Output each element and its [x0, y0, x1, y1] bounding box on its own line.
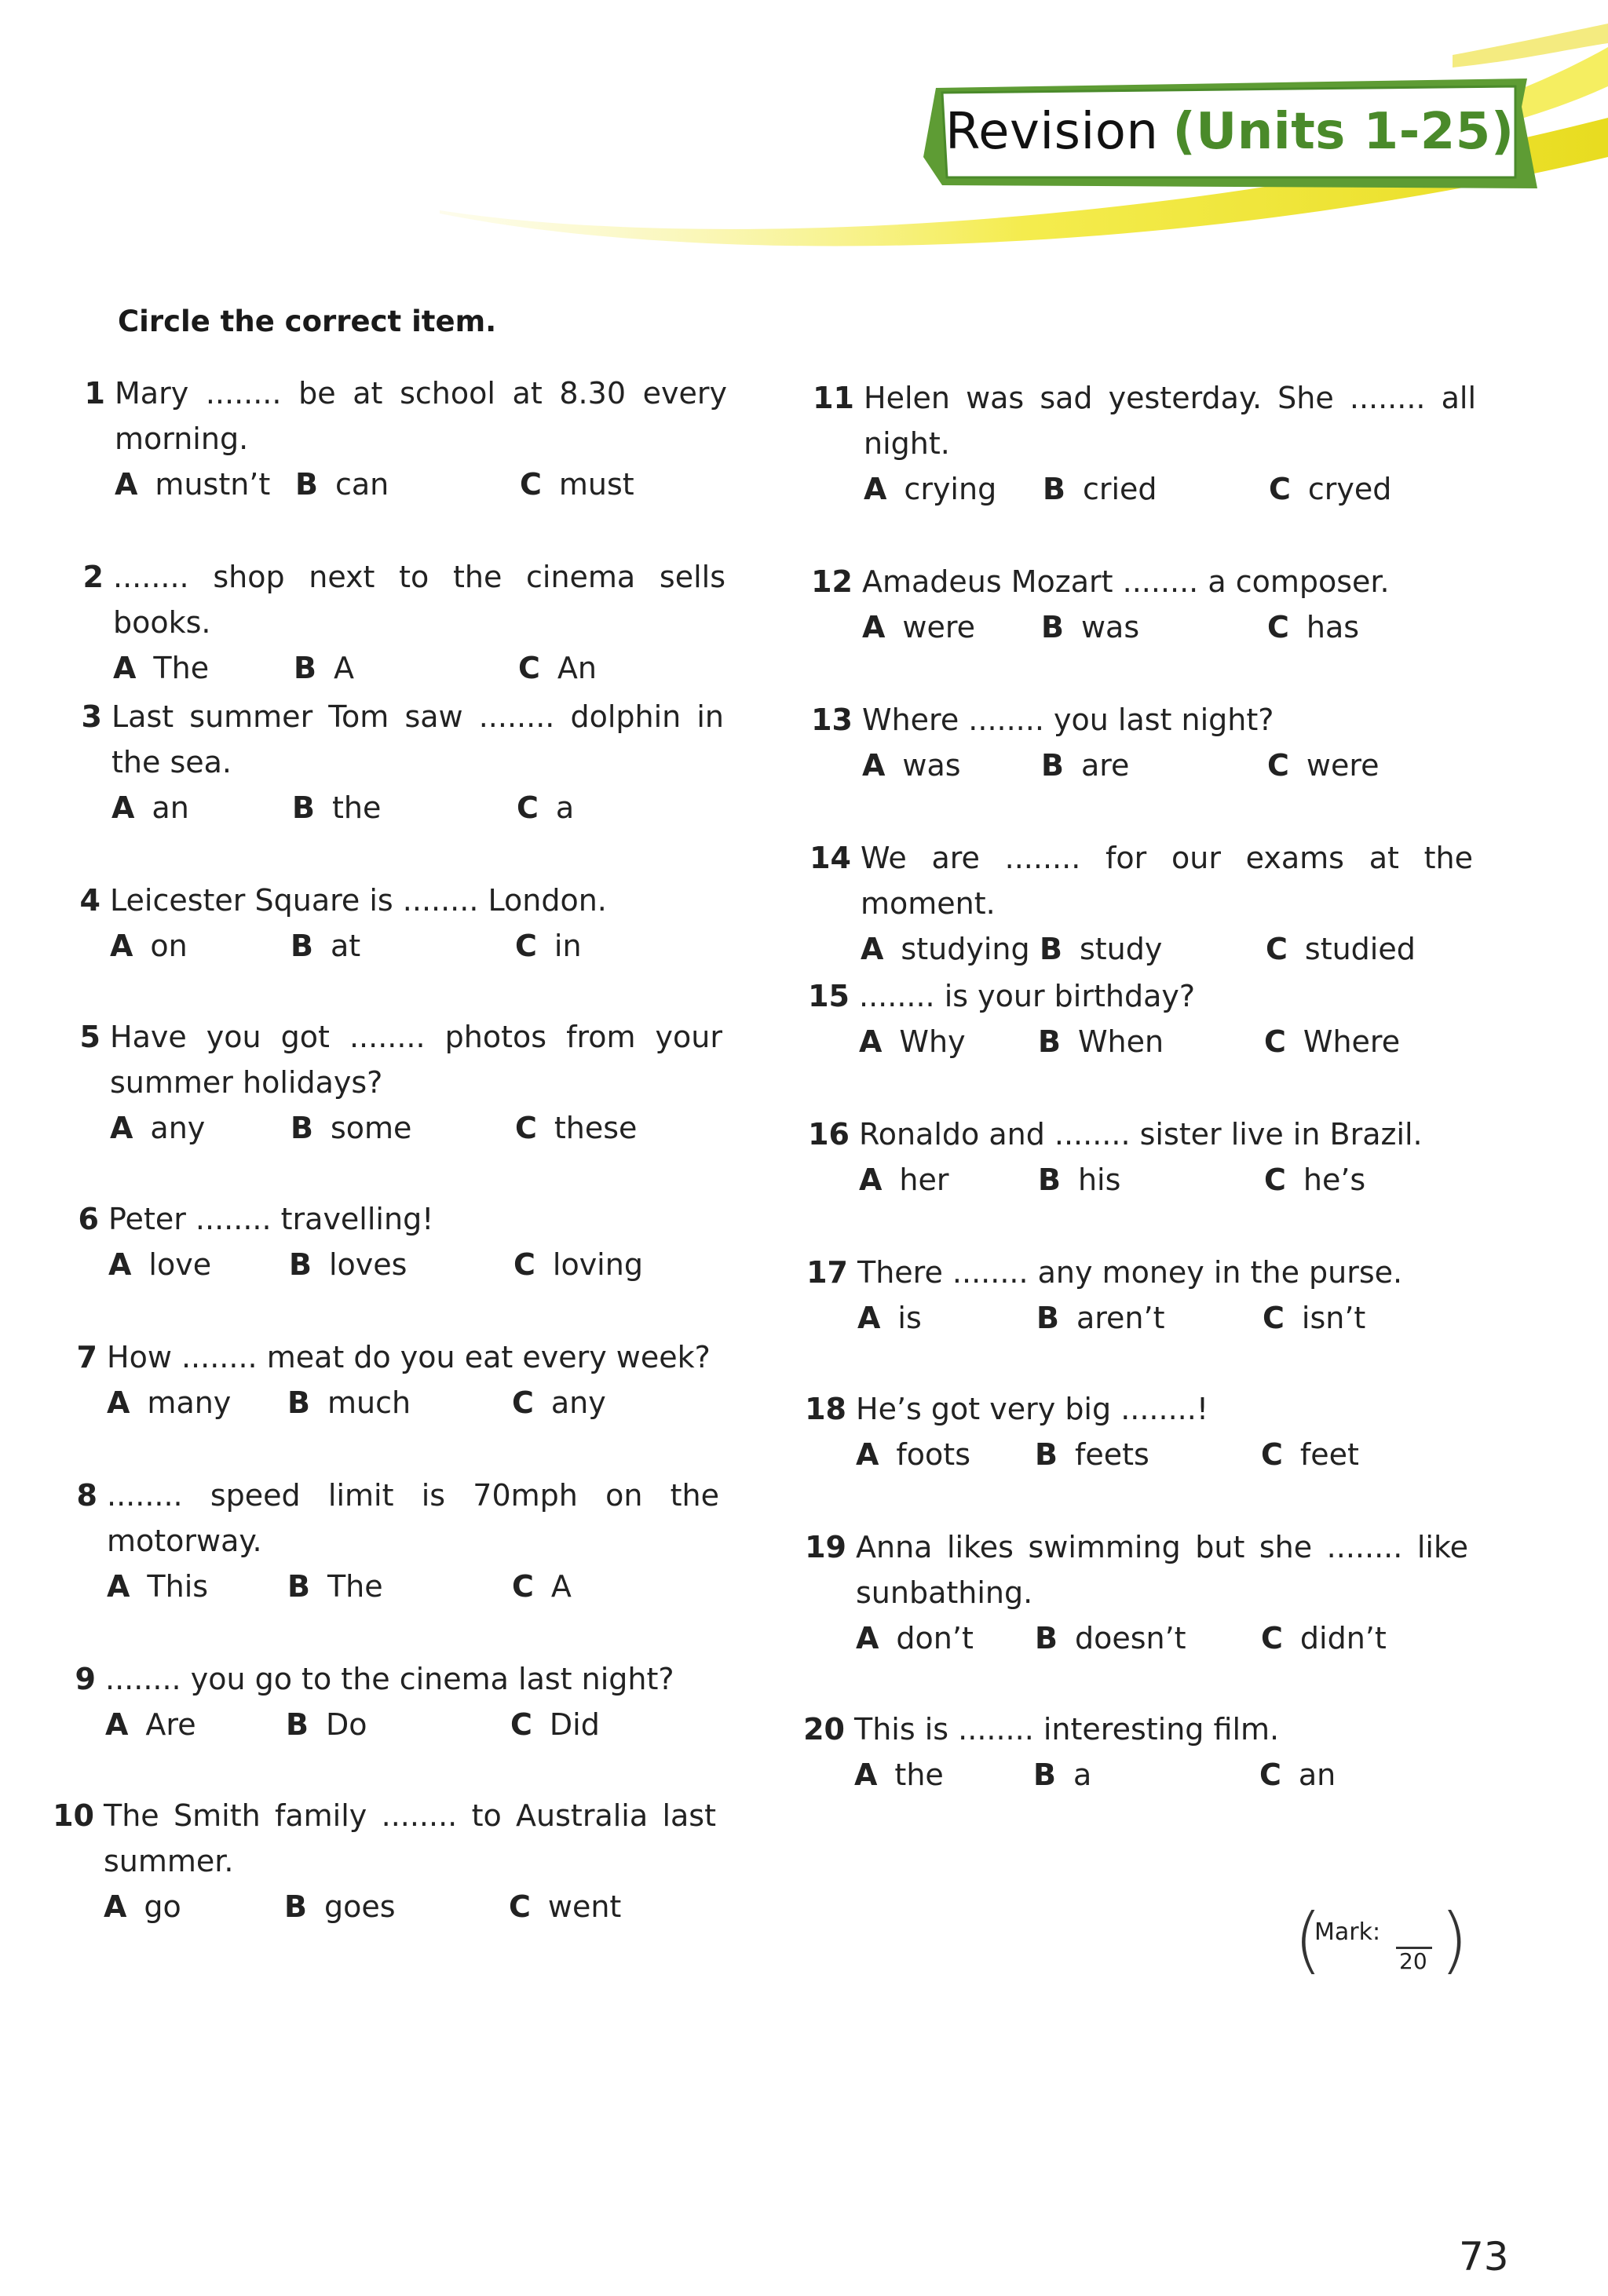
- option-text: was: [1080, 610, 1140, 644]
- option-text: the: [894, 1758, 944, 1792]
- answer-options: [110, 923, 801, 970]
- option-text: must: [558, 467, 634, 502]
- option-letter: A: [115, 467, 138, 502]
- question-number: 8: [76, 1478, 97, 1513]
- option-text: Why: [899, 1024, 966, 1059]
- question-stem: Have you got ........ photos from your summer holidays?: [110, 1020, 722, 1100]
- option-text: the: [331, 790, 382, 825]
- option-a[interactable]: [856, 1432, 970, 1477]
- option-text: Do: [325, 1707, 367, 1742]
- option-letter: B: [1040, 932, 1062, 966]
- mark-label: Mark:: [1314, 1918, 1381, 1946]
- option-letter: A: [862, 610, 886, 644]
- answer-options: [859, 1157, 1550, 1204]
- option-text: mustn’t: [155, 467, 271, 502]
- answer-options: [862, 604, 1553, 652]
- question-stem: How ........ meat do you eat every week?: [107, 1340, 711, 1374]
- option-text: loves: [328, 1247, 407, 1282]
- option-text: in: [554, 929, 582, 963]
- option-letter: C: [1261, 1437, 1283, 1472]
- option-b[interactable]: [1041, 743, 1129, 788]
- option-text: any: [150, 1111, 206, 1145]
- option-text: some: [330, 1111, 412, 1145]
- option-c[interactable]: [1266, 926, 1416, 972]
- option-a[interactable]: [111, 785, 189, 830]
- option-letter: B: [287, 1569, 310, 1604]
- option-c[interactable]: [515, 1105, 637, 1151]
- option-text: any: [550, 1385, 606, 1420]
- title-main: Revision: [945, 103, 1159, 161]
- option-text: Are: [145, 1707, 196, 1742]
- option-text: are: [1080, 748, 1130, 783]
- answer-options: [110, 1105, 801, 1152]
- mark-total: 20: [1399, 1948, 1427, 1974]
- question-stem: This is ........ interesting film.: [854, 1712, 1280, 1747]
- question-9: [75, 1656, 796, 1749]
- option-text: feet: [1299, 1437, 1359, 1472]
- question-20: [803, 1706, 1545, 1799]
- question-number: 4: [79, 883, 100, 918]
- question-stem: ........ you go to the cinema last night?: [105, 1662, 674, 1696]
- option-c[interactable]: [512, 1564, 572, 1609]
- option-letter: C: [1267, 610, 1289, 644]
- question-6: [78, 1196, 799, 1289]
- option-b[interactable]: [1040, 926, 1162, 972]
- question-number: 16: [808, 1117, 850, 1152]
- option-letter: B: [289, 1247, 312, 1282]
- option-letter: A: [111, 790, 135, 825]
- option-letter: C: [1267, 748, 1289, 783]
- question-number: 7: [76, 1340, 97, 1374]
- answer-options: [861, 926, 1551, 973]
- option-letter: A: [107, 1385, 130, 1420]
- option-letter: A: [861, 932, 884, 966]
- option-letter: C: [515, 929, 537, 963]
- option-text: feets: [1074, 1437, 1149, 1472]
- option-text: aren’t: [1076, 1301, 1165, 1335]
- option-letter: A: [857, 1301, 881, 1335]
- question-stem: Anna likes swimming but she ........ like sunbathing.: [856, 1530, 1468, 1610]
- option-a[interactable]: [862, 743, 961, 788]
- option-letter: A: [859, 1163, 883, 1197]
- option-text: A: [550, 1569, 572, 1604]
- question-number: 14: [809, 841, 851, 875]
- answer-options: [105, 1702, 796, 1749]
- option-letter: C: [515, 1111, 537, 1145]
- option-letter: B: [287, 1385, 310, 1420]
- option-letter: C: [513, 1247, 535, 1282]
- question-number: 9: [75, 1662, 96, 1696]
- option-b[interactable]: [294, 645, 354, 691]
- answer-options: [864, 466, 1555, 513]
- option-text: The: [153, 651, 210, 685]
- option-c[interactable]: [1261, 1615, 1387, 1661]
- option-letter: B: [292, 790, 315, 825]
- question-number: 5: [79, 1020, 100, 1054]
- option-letter: B: [1035, 1437, 1058, 1472]
- option-text: went: [547, 1889, 622, 1924]
- option-text: crying: [904, 472, 997, 506]
- option-letter: C: [1264, 1024, 1286, 1059]
- answer-options: [104, 1884, 795, 1931]
- option-b[interactable]: [295, 462, 389, 507]
- option-a[interactable]: [115, 462, 270, 507]
- option-text: foots: [896, 1437, 970, 1472]
- question-stem: Helen was sad yesterday. She ........ all night.: [864, 381, 1476, 461]
- option-text: cryed: [1307, 472, 1392, 506]
- option-c[interactable]: [515, 923, 582, 969]
- option-a[interactable]: [856, 1615, 974, 1661]
- option-letter: A: [107, 1569, 130, 1604]
- question-stem: He’s got very big ........!: [856, 1392, 1209, 1426]
- option-text: was: [902, 748, 961, 783]
- option-letter: B: [284, 1889, 307, 1924]
- question-2: [82, 554, 804, 692]
- question-19: [805, 1524, 1547, 1663]
- question-stem: ........ shop next to the cinema sells books.: [113, 560, 725, 640]
- question-8: [76, 1473, 798, 1611]
- question-stem: We are ........ for our exams at the moment.: [861, 841, 1473, 921]
- option-letter: A: [110, 1111, 133, 1145]
- option-c[interactable]: [1267, 604, 1359, 650]
- question-16: [808, 1111, 1550, 1204]
- option-letter: C: [510, 1707, 532, 1742]
- option-text: much: [327, 1385, 411, 1420]
- option-letter: B: [1041, 748, 1064, 783]
- option-letter: C: [1259, 1758, 1281, 1792]
- mark-box: [1294, 1898, 1468, 1983]
- question-number: 11: [813, 381, 854, 415]
- option-text: doesn’t: [1074, 1621, 1186, 1655]
- option-letter: A: [856, 1621, 879, 1655]
- option-text: The: [327, 1569, 383, 1604]
- option-letter: B: [1035, 1621, 1058, 1655]
- option-text: were: [1306, 748, 1380, 783]
- option-a[interactable]: [107, 1564, 208, 1609]
- option-letter: B: [1038, 1024, 1061, 1059]
- question-number: 18: [805, 1392, 846, 1426]
- option-letter: A: [854, 1758, 878, 1792]
- question-stem: Last summer Tom saw ........ dolphin in the sea.: [111, 699, 724, 779]
- option-c[interactable]: [1263, 1295, 1365, 1341]
- option-letter: C: [518, 651, 540, 685]
- exercise-instruction: Circle the correct item.: [118, 305, 497, 338]
- option-letter: A: [859, 1024, 883, 1059]
- option-a[interactable]: [108, 1242, 211, 1287]
- question-10: [53, 1793, 795, 1931]
- question-3: [81, 694, 802, 832]
- option-letter: C: [509, 1889, 531, 1924]
- option-letter: A: [108, 1247, 132, 1282]
- option-c[interactable]: [1259, 1752, 1336, 1798]
- left-paren-icon: (: [1294, 1898, 1322, 1982]
- question-stem: Mary ........ be at school at 8.30 every morning.: [115, 376, 727, 456]
- option-text: a: [555, 790, 575, 825]
- option-a[interactable]: [859, 1019, 966, 1064]
- option-a[interactable]: [104, 1884, 181, 1929]
- option-b[interactable]: [1041, 604, 1139, 650]
- option-b[interactable]: [291, 923, 360, 969]
- option-a[interactable]: [861, 926, 1030, 972]
- option-text: his: [1077, 1163, 1121, 1197]
- option-text: he’s: [1303, 1163, 1366, 1197]
- option-letter: C: [517, 790, 539, 825]
- option-letter: A: [105, 1707, 129, 1742]
- question-15: [808, 973, 1550, 1066]
- option-c[interactable]: [1264, 1157, 1365, 1203]
- page-number: 73: [1459, 2234, 1509, 2280]
- answer-options: [862, 743, 1553, 790]
- question-stem: Leicester Square is ........ London.: [110, 883, 607, 918]
- option-letter: C: [1263, 1301, 1285, 1335]
- option-c[interactable]: [520, 462, 634, 507]
- option-text: goes: [323, 1889, 396, 1924]
- option-c[interactable]: [513, 1242, 643, 1287]
- question-stem: ........ speed limit is 70mph on the motorway.: [107, 1478, 719, 1558]
- option-c[interactable]: [517, 785, 574, 830]
- title-subtitle: (Units 1-25): [1172, 103, 1515, 161]
- question-7: [76, 1334, 798, 1427]
- question-number: 15: [808, 979, 850, 1013]
- option-b[interactable]: [286, 1702, 367, 1747]
- option-c[interactable]: [509, 1884, 621, 1929]
- option-text: loving: [552, 1247, 643, 1282]
- answer-options: [108, 1242, 799, 1289]
- option-b[interactable]: [1036, 1295, 1164, 1341]
- answer-options: [856, 1615, 1547, 1663]
- answer-options: [854, 1752, 1545, 1799]
- option-letter: B: [294, 651, 316, 685]
- question-18: [805, 1386, 1547, 1479]
- option-b[interactable]: [291, 1105, 411, 1151]
- option-text: an: [1298, 1758, 1336, 1792]
- option-a[interactable]: [859, 1157, 949, 1203]
- option-letter: A: [856, 1437, 879, 1472]
- question-4: [79, 878, 801, 970]
- option-text: many: [147, 1385, 232, 1420]
- answer-options: [859, 1019, 1550, 1066]
- option-text: is: [897, 1301, 922, 1335]
- option-letter: C: [512, 1385, 534, 1420]
- question-number: 3: [81, 699, 102, 734]
- question-stem: Peter ........ travelling!: [108, 1202, 434, 1236]
- page-title: [926, 78, 1523, 185]
- option-letter: C: [1261, 1621, 1283, 1655]
- option-a[interactable]: [857, 1295, 922, 1341]
- option-c[interactable]: [1267, 743, 1380, 788]
- option-c[interactable]: [510, 1702, 600, 1747]
- question-stem: ........ is your birthday?: [859, 979, 1196, 1013]
- answer-options: [113, 645, 804, 692]
- option-text: An: [557, 651, 597, 685]
- option-letter: B: [291, 929, 313, 963]
- option-letter: B: [1043, 472, 1065, 506]
- option-text: isn’t: [1301, 1301, 1366, 1335]
- answer-options: [107, 1380, 798, 1427]
- question-number: 10: [53, 1798, 94, 1833]
- option-letter: B: [1041, 610, 1064, 644]
- option-letter: C: [1264, 1163, 1286, 1197]
- option-c[interactable]: [1261, 1432, 1359, 1477]
- option-b[interactable]: [1033, 1752, 1091, 1798]
- option-text: an: [152, 790, 189, 825]
- question-13: [811, 697, 1553, 790]
- option-letter: B: [1038, 1163, 1061, 1197]
- option-b[interactable]: [1038, 1157, 1120, 1203]
- option-text: has: [1306, 610, 1360, 644]
- question-12: [811, 559, 1553, 652]
- option-c[interactable]: [1269, 466, 1391, 512]
- question-number: 1: [84, 376, 105, 411]
- option-text: can: [334, 467, 389, 502]
- option-a[interactable]: [110, 923, 188, 969]
- option-text: studying: [901, 932, 1030, 966]
- option-b[interactable]: [289, 1242, 407, 1287]
- option-letter: B: [286, 1707, 309, 1742]
- option-letter: A: [113, 651, 137, 685]
- option-a[interactable]: [107, 1380, 231, 1425]
- question-stem: Amadeus Mozart ........ a composer.: [862, 564, 1390, 599]
- option-text: don’t: [896, 1621, 974, 1655]
- option-text: these: [554, 1111, 638, 1145]
- option-letter: A: [110, 929, 133, 963]
- option-letter: A: [864, 472, 887, 506]
- question-number: 12: [811, 564, 853, 599]
- question-number: 13: [811, 703, 853, 737]
- option-text: This: [147, 1569, 209, 1604]
- option-text: A: [333, 651, 354, 685]
- option-letter: C: [1269, 472, 1291, 506]
- option-text: study: [1079, 932, 1163, 966]
- option-letter: A: [104, 1889, 127, 1924]
- option-text: Where: [1303, 1024, 1401, 1059]
- option-letter: C: [512, 1569, 534, 1604]
- option-text: cried: [1082, 472, 1157, 506]
- right-paren-icon: ): [1440, 1898, 1468, 1982]
- question-number: 20: [803, 1712, 845, 1747]
- option-a[interactable]: [105, 1702, 196, 1747]
- option-letter: B: [1036, 1301, 1059, 1335]
- option-c[interactable]: [1264, 1019, 1400, 1064]
- option-a[interactable]: [864, 466, 996, 512]
- option-b[interactable]: [292, 785, 381, 830]
- option-b[interactable]: [1043, 466, 1157, 512]
- option-b[interactable]: [1035, 1432, 1149, 1477]
- question-17: [806, 1250, 1548, 1342]
- question-number: 19: [805, 1530, 846, 1564]
- question-5: [79, 1014, 801, 1152]
- option-c[interactable]: [512, 1380, 606, 1425]
- option-b[interactable]: [1035, 1615, 1186, 1661]
- option-b[interactable]: [284, 1884, 396, 1929]
- answer-options: [857, 1295, 1548, 1342]
- option-letter: B: [291, 1111, 313, 1145]
- option-text: go: [144, 1889, 181, 1924]
- answer-options: [856, 1432, 1547, 1479]
- option-letter: A: [862, 748, 886, 783]
- option-text: love: [148, 1247, 212, 1282]
- answer-options: [107, 1564, 798, 1611]
- question-stem: There ........ any money in the purse.: [857, 1255, 1403, 1290]
- option-text: were: [902, 610, 976, 644]
- option-b[interactable]: [287, 1564, 383, 1609]
- option-text: Did: [549, 1707, 600, 1742]
- option-a[interactable]: [113, 645, 209, 691]
- question-stem: Where ........ you last night?: [862, 703, 1274, 737]
- option-a[interactable]: [854, 1752, 944, 1798]
- option-b[interactable]: [1038, 1019, 1164, 1064]
- answer-options: [111, 785, 802, 832]
- option-letter: B: [1033, 1758, 1056, 1792]
- option-text: her: [899, 1163, 949, 1197]
- option-letter: B: [295, 467, 318, 502]
- question-11: [813, 375, 1555, 513]
- option-text: When: [1077, 1024, 1164, 1059]
- option-letter: C: [520, 467, 542, 502]
- option-a[interactable]: [110, 1105, 205, 1151]
- option-text: on: [150, 929, 188, 963]
- option-letter: C: [1266, 932, 1288, 966]
- option-a[interactable]: [862, 604, 975, 650]
- question-number: 2: [82, 560, 104, 594]
- option-text: didn’t: [1299, 1621, 1387, 1655]
- option-b[interactable]: [287, 1380, 411, 1425]
- question-number: 17: [806, 1255, 848, 1290]
- question-stem: Ronaldo and ........ sister live in Brazil.: [859, 1117, 1423, 1152]
- option-text: a: [1073, 1758, 1092, 1792]
- question-stem: The Smith family ........ to Australia last summer.: [104, 1798, 716, 1878]
- option-text: at: [330, 929, 361, 963]
- answer-options: [115, 462, 806, 509]
- question-number: 6: [78, 1202, 99, 1236]
- question-14: [809, 835, 1551, 973]
- question-1: [84, 370, 806, 509]
- option-c[interactable]: [518, 645, 597, 691]
- option-text: studied: [1304, 932, 1416, 966]
